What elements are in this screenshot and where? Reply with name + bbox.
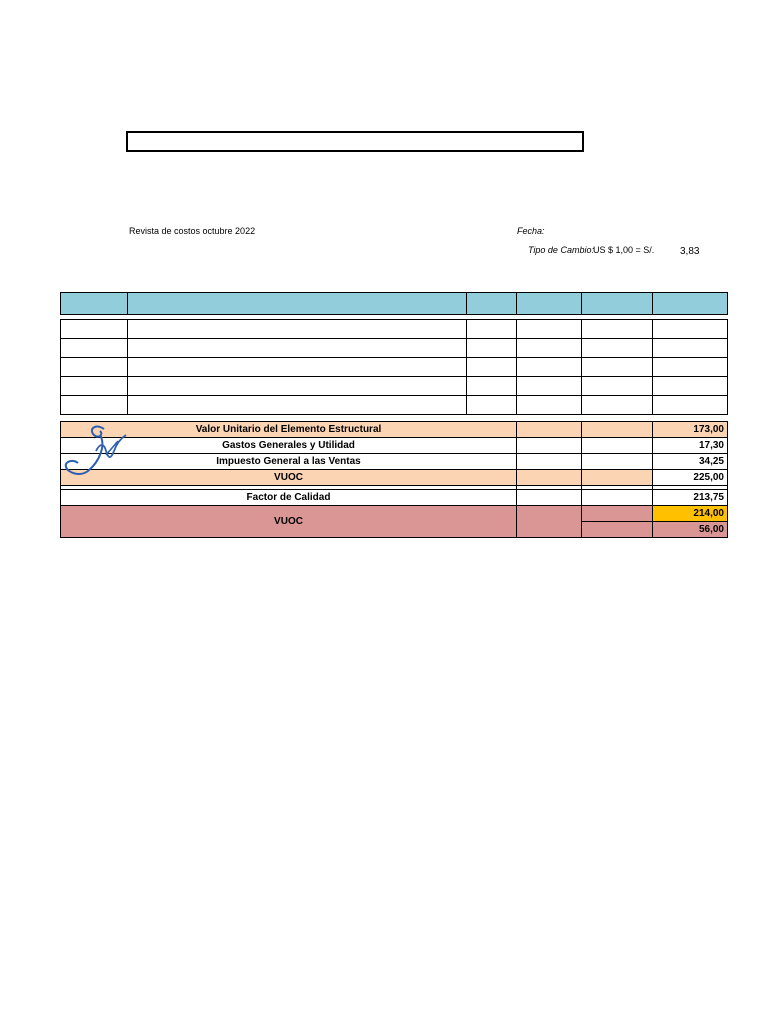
fecha-label: Fecha: <box>517 226 545 236</box>
valor-unitario-value: 173,00 <box>653 422 728 438</box>
table-row <box>61 396 728 415</box>
valor-unitario-label: Valor Unitario del Elemento Estructural <box>61 422 517 438</box>
table-row <box>61 377 728 396</box>
igv-row <box>61 454 728 470</box>
header-cell <box>128 293 467 315</box>
vuoc2-value-a: 214,00 <box>653 506 728 522</box>
items-table <box>60 292 728 415</box>
header-cell <box>582 293 653 315</box>
tipo-cambio-label: Tipo de Cambio: <box>528 245 594 255</box>
gastos-label: Gastos Generales y Utilidad <box>61 438 517 454</box>
table-row <box>61 339 728 358</box>
igv-value: 34,25 <box>653 454 728 470</box>
table-header-row <box>61 293 728 315</box>
vuoc2-row-a <box>61 506 728 522</box>
header-cell <box>517 293 582 315</box>
header-cell <box>653 293 728 315</box>
header-cell <box>61 293 128 315</box>
summary-table <box>60 421 728 538</box>
valor-unitario-row <box>61 422 728 438</box>
gastos-row <box>61 438 728 454</box>
igv-label: Impuesto General a las Ventas <box>61 454 517 470</box>
vuoc2-label: VUOC <box>61 506 517 538</box>
tipo-cambio-eq: US $ 1,00 = S/. <box>593 245 655 255</box>
signature-logo-icon <box>60 421 132 477</box>
factor-label: Factor de Calidad <box>61 490 517 506</box>
title-box <box>126 131 584 152</box>
table-row <box>61 320 728 339</box>
vuoc-row <box>61 470 728 486</box>
vuoc-label: VUOC <box>61 470 517 486</box>
table-row <box>61 358 728 377</box>
vuoc2-value-b: 56,00 <box>653 522 728 538</box>
factor-row <box>61 490 728 506</box>
vuoc-value: 225,00 <box>653 470 728 486</box>
factor-value: 213,75 <box>653 490 728 506</box>
subtitle: Revista de costos octubre 2022 <box>129 226 256 236</box>
header-cell <box>467 293 517 315</box>
gastos-value: 17,30 <box>653 438 728 454</box>
tipo-cambio-value: 3,83 <box>680 246 700 257</box>
